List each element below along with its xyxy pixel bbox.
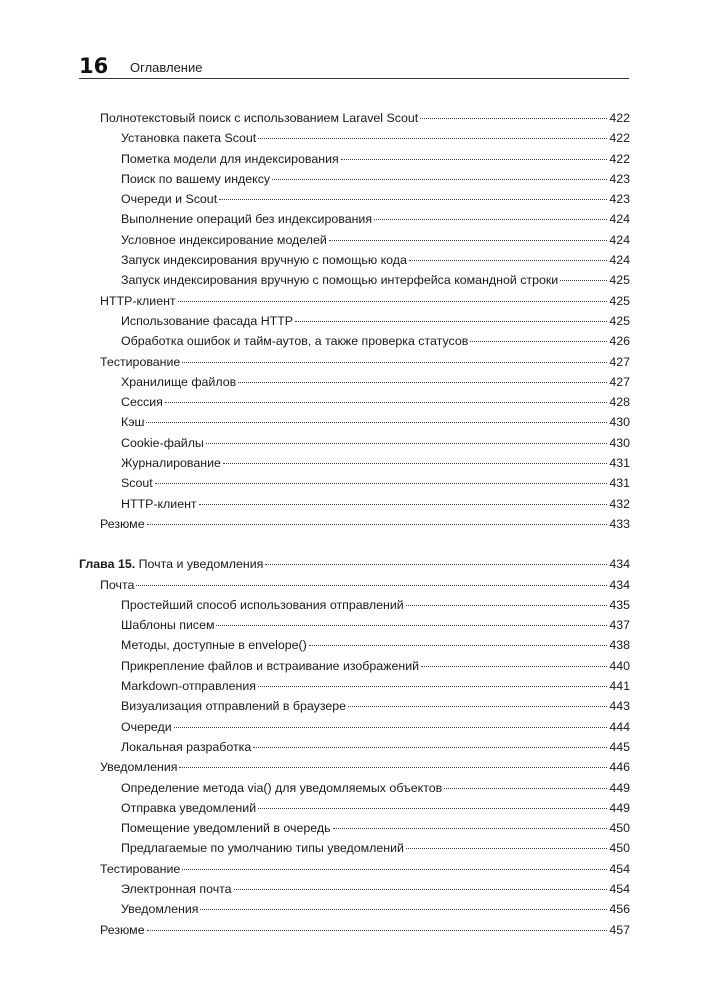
entry-text: Запуск индексирования вручную с помощью кода <box>121 253 407 268</box>
page-ref: 450 <box>609 821 630 836</box>
toc-entry[interactable] <box>79 494 630 514</box>
entry-text: Тестирование <box>100 861 181 876</box>
dot-leader <box>155 483 608 484</box>
toc-entry-title <box>121 676 256 696</box>
toc-entry[interactable] <box>79 108 630 128</box>
toc-entry-title <box>121 128 256 148</box>
page-number: 16 <box>79 54 109 78</box>
dot-leader <box>341 159 608 160</box>
dot-leader <box>421 666 607 667</box>
entry-text: Scout <box>121 476 153 491</box>
page-ref: 446 <box>609 760 630 775</box>
entry-text: Методы, доступные в envelope() <box>121 638 307 653</box>
page-ref: 431 <box>609 456 630 471</box>
page-ref: 428 <box>609 395 630 410</box>
entry-text: Локальная разработка <box>121 739 252 754</box>
entry-text: Полнотекстовый поиск с использованием Laravel Scout <box>100 111 419 125</box>
toc-entry[interactable] <box>79 473 630 493</box>
running-title: Оглавление <box>130 60 203 75</box>
page-ref: 424 <box>609 253 630 268</box>
dot-leader <box>265 564 607 565</box>
dot-leader <box>200 909 607 910</box>
entry-text: Журналирование <box>121 456 221 471</box>
page-ref: 454 <box>609 881 630 896</box>
toc-entry[interactable] <box>79 392 630 412</box>
page-ref: 422 <box>609 151 630 166</box>
entry-text: Пометка модели для индексирования <box>121 151 339 166</box>
toc-entry-title <box>121 372 236 392</box>
toc-entry-title <box>100 757 177 777</box>
entry-text: Хранилище файлов <box>121 374 237 389</box>
entry-text: Предлагаемые по умолчанию типы уведомлений <box>121 841 404 856</box>
toc-entry-title <box>121 230 327 250</box>
toc-entry-title <box>121 412 144 432</box>
section-gap <box>79 534 630 554</box>
toc-entry[interactable] <box>79 311 630 331</box>
page-ref: 437 <box>609 618 630 633</box>
toc-entry[interactable] <box>79 838 630 858</box>
page-ref: 424 <box>609 232 630 247</box>
entry-text: Поиск по вашему индексу <box>121 171 271 186</box>
toc-entry-title <box>121 879 232 899</box>
toc-entry[interactable] <box>79 169 630 189</box>
page-ref: 426 <box>609 334 630 349</box>
entry-text: Резюме <box>100 516 145 531</box>
entry-text: Отправка уведомлений <box>121 800 257 815</box>
entry-text: Сессия <box>121 395 163 410</box>
page-ref: 427 <box>609 374 630 389</box>
entry-text: Прикрепление файлов и встраивание изображений <box>121 658 420 673</box>
entry-text: Выполнение операций без индексирования <box>121 212 373 227</box>
entry-text: Тестирование <box>100 354 181 369</box>
page-ref: 422 <box>609 111 630 125</box>
dot-leader <box>409 260 607 261</box>
page-ref: 425 <box>609 313 630 328</box>
toc-entry[interactable] <box>79 453 630 473</box>
toc-entry[interactable] <box>79 899 630 919</box>
entry-text: Визуализация отправлений в браузере <box>121 699 347 714</box>
toc-entry-title <box>100 291 176 311</box>
dot-leader <box>179 767 607 768</box>
page-ref: 456 <box>609 902 630 917</box>
toc-entry-title <box>121 818 331 838</box>
toc-entry[interactable] <box>79 818 630 838</box>
toc-entry[interactable] <box>79 189 630 209</box>
entry-text: Уведомления <box>121 902 199 917</box>
toc-entry[interactable] <box>79 149 630 169</box>
toc-entry[interactable] <box>79 757 630 777</box>
page-ref: 454 <box>609 861 630 876</box>
toc-entry-title <box>121 311 293 331</box>
dot-leader <box>206 443 607 444</box>
page-ref: 430 <box>609 435 630 450</box>
page-ref: 438 <box>609 638 630 653</box>
toc-entry[interactable] <box>79 879 630 899</box>
toc-entry-title <box>121 473 153 493</box>
toc-entry[interactable] <box>79 230 630 250</box>
entry-text: Очереди и Scout <box>121 192 218 207</box>
toc-entry-title <box>121 392 163 412</box>
page-ref: 445 <box>609 739 630 754</box>
toc-entry-title <box>121 270 558 290</box>
page-ref: 440 <box>609 658 630 673</box>
entry-text: Простейший способ использования отправлений <box>121 597 404 612</box>
page-ref: 444 <box>609 719 630 734</box>
page-ref: 441 <box>609 679 630 694</box>
page-ref: 432 <box>609 496 630 511</box>
toc-entry[interactable] <box>79 270 630 290</box>
entry-text: Установка пакета Scout <box>121 131 257 146</box>
page-ref: 422 <box>609 131 630 146</box>
toc-entry-title <box>100 352 180 372</box>
entry-text: HTTP-клиент <box>100 293 176 308</box>
entry-text: Markdown-отправления <box>121 679 256 694</box>
dot-leader <box>374 219 607 220</box>
dot-leader <box>444 788 607 789</box>
toc-entry-title <box>100 859 180 879</box>
toc-entry-title <box>121 149 339 169</box>
toc-entry-title <box>121 696 346 716</box>
entry-text: Определение метода via() для уведомляемых объектов <box>121 780 443 795</box>
toc-entry-title <box>121 250 407 270</box>
dot-leader <box>182 362 607 363</box>
entry-text: Шаблоны писем <box>121 618 215 633</box>
toc-entry-title <box>121 656 419 676</box>
dot-leader <box>199 504 608 505</box>
entry-text: Почта и уведомления <box>138 557 264 572</box>
entry-text: Кэш <box>121 415 145 430</box>
toc-entry[interactable] <box>79 331 630 351</box>
toc-entry-title <box>121 737 251 757</box>
entry-text: Резюме <box>100 922 145 937</box>
dot-leader <box>253 747 607 748</box>
page-ref: 430 <box>609 415 630 430</box>
page-ref: 434 <box>609 577 630 592</box>
toc-entry-title <box>121 717 172 737</box>
toc-entry-title <box>100 920 145 940</box>
dot-leader <box>258 808 607 809</box>
dot-leader <box>136 585 607 586</box>
page-ref: 450 <box>609 841 630 856</box>
dot-leader <box>238 382 607 383</box>
toc-entry-title <box>121 595 404 615</box>
dot-leader <box>165 402 607 403</box>
entry-text: Помещение уведомлений в очередь <box>121 821 331 836</box>
entry-text: HTTP-клиент <box>121 496 197 511</box>
page-ref: 424 <box>609 212 630 227</box>
dot-leader <box>309 645 608 646</box>
toc-entry[interactable] <box>79 859 630 879</box>
dot-leader <box>348 706 607 707</box>
toc-entry-title <box>121 838 404 858</box>
toc-entry-title <box>121 494 197 514</box>
page-ref: 433 <box>609 516 630 531</box>
toc-entry[interactable] <box>79 128 630 148</box>
page-ref: 425 <box>609 273 630 288</box>
toc-entry[interactable] <box>79 778 630 798</box>
toc-entry[interactable] <box>79 635 630 655</box>
dot-leader <box>272 179 607 180</box>
toc-entry-title <box>79 554 263 574</box>
toc-entry-title <box>121 331 468 351</box>
toc-entry[interactable] <box>79 575 630 595</box>
page-ref: 431 <box>609 476 630 491</box>
entry-text: Почта <box>100 577 135 592</box>
entry-text: Условное индексирование моделей <box>121 232 327 247</box>
toc-entry[interactable] <box>79 615 630 635</box>
toc-chapter-entry[interactable] <box>79 554 630 574</box>
dot-leader <box>147 524 608 525</box>
page-ref: 435 <box>609 597 630 612</box>
toc-entry-title <box>121 778 442 798</box>
toc-entry[interactable] <box>79 412 630 432</box>
entry-text: Использование фасада HTTP <box>121 313 294 328</box>
dot-leader <box>406 848 607 849</box>
toc-entry[interactable] <box>79 595 630 615</box>
toc-entry[interactable] <box>79 352 630 372</box>
dot-leader <box>216 625 607 626</box>
dot-leader <box>406 605 608 606</box>
dot-leader <box>178 301 608 302</box>
toc-entry[interactable] <box>79 250 630 270</box>
toc-entry-title <box>121 615 214 635</box>
toc-entry[interactable] <box>79 717 630 737</box>
dot-leader <box>295 321 607 322</box>
entry-text: Очереди <box>121 719 172 734</box>
dot-leader <box>174 727 608 728</box>
table-of-contents <box>79 108 630 940</box>
toc-entry[interactable] <box>79 920 630 940</box>
toc-entry-title <box>121 169 270 189</box>
toc-entry-title <box>121 209 372 229</box>
dot-leader <box>182 869 607 870</box>
toc-entry[interactable] <box>79 798 630 818</box>
entry-text: Cookie-файлы <box>121 435 204 450</box>
dot-leader <box>223 463 607 464</box>
dot-leader <box>329 240 608 241</box>
toc-entry-title <box>121 635 307 655</box>
dot-leader <box>333 828 608 829</box>
page-ref: 434 <box>609 557 630 572</box>
dot-leader <box>470 341 607 342</box>
entry-text: Запуск индексирования вручную с помощью интерфейса командной строки <box>121 273 559 288</box>
entry-text: Уведомления <box>100 760 178 775</box>
toc-entry-title <box>121 798 256 818</box>
toc-entry[interactable] <box>79 372 630 392</box>
page-ref: 443 <box>609 699 630 714</box>
toc-entry-title <box>100 575 134 595</box>
entry-text: Обработка ошибок и тайм-аутов, а также проверка статусов <box>121 334 469 349</box>
toc-entry[interactable] <box>79 656 630 676</box>
dot-leader <box>147 930 608 931</box>
dot-leader <box>146 422 607 423</box>
chapter-number: Глава 15. <box>79 557 136 572</box>
toc-entry-title <box>100 108 418 128</box>
page-ref: 427 <box>609 354 630 369</box>
dot-leader <box>560 280 607 281</box>
page-ref: 423 <box>609 171 630 186</box>
toc-entry[interactable] <box>79 433 630 453</box>
entry-text: Электронная почта <box>121 881 232 896</box>
toc-entry[interactable] <box>79 737 630 757</box>
dot-leader <box>420 118 607 119</box>
toc-entry[interactable] <box>79 209 630 229</box>
toc-entry[interactable] <box>79 696 630 716</box>
page-ref: 423 <box>609 192 630 207</box>
toc-entry[interactable] <box>79 514 630 534</box>
dot-leader <box>219 199 607 200</box>
toc-entry-title <box>121 189 217 209</box>
dot-leader <box>258 138 607 139</box>
page-ref: 449 <box>609 780 630 795</box>
page-ref: 449 <box>609 800 630 815</box>
dot-leader <box>258 686 607 687</box>
toc-entry-title <box>100 514 145 534</box>
page-ref: 457 <box>609 922 630 937</box>
toc-entry[interactable] <box>79 676 630 696</box>
toc-entry-title <box>121 433 204 453</box>
page-ref: 425 <box>609 293 630 308</box>
toc-entry[interactable] <box>79 291 630 311</box>
page-header <box>79 50 629 79</box>
toc-entry-title <box>121 899 198 919</box>
toc-entry-title <box>121 453 221 473</box>
dot-leader <box>234 889 608 890</box>
